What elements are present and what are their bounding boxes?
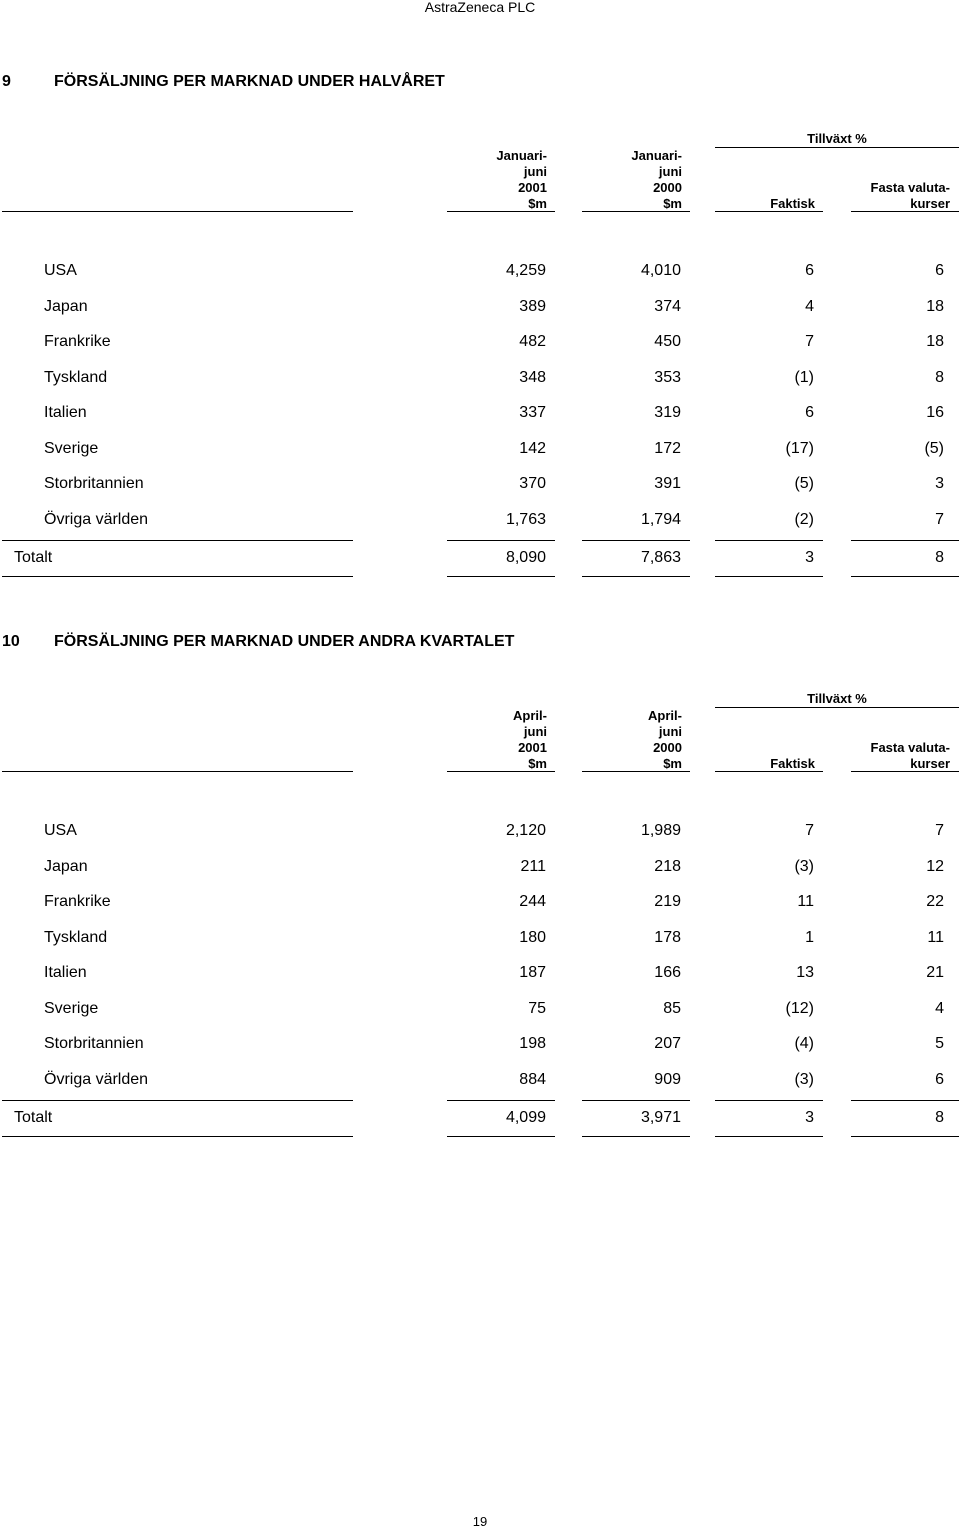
total-current: 4,099 [505, 1109, 546, 1126]
market-name: Italien [44, 404, 87, 421]
growth-constant: (5) [924, 440, 944, 457]
market-name: Frankrike [44, 333, 111, 350]
growth-actual: (2) [794, 511, 814, 528]
growth-constant: 12 [926, 858, 944, 875]
value-previous: 319 [654, 404, 681, 421]
growth-constant: 18 [926, 298, 944, 315]
value-current: 370 [519, 475, 546, 492]
growth-rule [715, 707, 959, 708]
market-name: Frankrike [44, 893, 111, 910]
market-name: Storbritannien [44, 1035, 144, 1052]
column-header-actual: Faktisk [770, 196, 815, 211]
value-previous: 1,794 [640, 511, 681, 528]
value-previous: 374 [654, 298, 681, 315]
growth-constant: 8 [935, 369, 944, 386]
subtotal-rule [582, 540, 690, 541]
total-rule [2, 576, 353, 577]
subtotal-rule [851, 1100, 959, 1101]
value-previous: 1,989 [640, 822, 681, 839]
growth-actual: 13 [796, 964, 814, 981]
value-previous: 391 [654, 475, 681, 492]
growth-actual: 1 [805, 929, 814, 946]
market-name: Japan [44, 858, 88, 875]
value-current: 4,259 [505, 262, 546, 279]
column-header-previous: April- juni 2000 $m [648, 708, 682, 771]
growth-actual: 7 [805, 822, 814, 839]
growth-constant: 7 [935, 511, 944, 528]
value-current: 884 [519, 1071, 546, 1088]
value-previous: 4,010 [640, 262, 681, 279]
value-current: 2,120 [505, 822, 546, 839]
growth-constant: 18 [926, 333, 944, 350]
growth-header: Tillväxt % [807, 131, 867, 146]
growth-constant: 3 [935, 475, 944, 492]
column-header-constant: Fasta valuta- kurser [870, 740, 950, 771]
market-name: Italien [44, 964, 87, 981]
total-rule [715, 576, 823, 577]
column-header-constant: Fasta valuta- kurser [870, 180, 950, 211]
value-current: 75 [528, 1000, 546, 1017]
market-name: Övriga världen [44, 1071, 149, 1088]
section-number: 10 [2, 633, 20, 650]
total-rule [851, 1136, 959, 1137]
value-previous: 207 [654, 1035, 681, 1052]
market-name: Tyskland [44, 369, 108, 386]
header-rule [2, 771, 353, 772]
subtotal-rule [715, 1100, 823, 1101]
value-previous: 85 [663, 1000, 681, 1017]
value-previous: 172 [654, 440, 681, 457]
market-name: USA [44, 262, 77, 279]
growth-constant: 6 [935, 262, 944, 279]
value-previous: 353 [654, 369, 681, 386]
growth-actual: (4) [794, 1035, 814, 1052]
growth-constant: 16 [926, 404, 944, 421]
value-previous: 218 [654, 858, 681, 875]
value-previous: 178 [654, 929, 681, 946]
growth-actual: 6 [805, 262, 814, 279]
value-current: 198 [519, 1035, 546, 1052]
header-rule [447, 211, 555, 212]
value-current: 142 [519, 440, 546, 457]
value-current: 482 [519, 333, 546, 350]
section-heading: FÖRSÄLJNING PER MARKNAD UNDER HALVÅRET [54, 73, 445, 90]
growth-actual: (12) [785, 1000, 814, 1017]
total-rule [447, 576, 555, 577]
total-previous: 7,863 [640, 549, 681, 566]
growth-actual: (1) [794, 369, 814, 386]
subtotal-rule [2, 1100, 353, 1101]
total-previous: 3,971 [640, 1109, 681, 1126]
market-name: Sverige [44, 1000, 99, 1017]
growth-constant: 11 [927, 929, 944, 946]
value-previous: 166 [654, 964, 681, 981]
subtotal-rule [447, 1100, 555, 1101]
market-name: Tyskland [44, 929, 108, 946]
total-constant: 8 [935, 1109, 944, 1126]
subtotal-rule [715, 540, 823, 541]
total-rule [715, 1136, 823, 1137]
page-number: 19 [472, 1514, 488, 1529]
total-label: Totalt [14, 549, 53, 566]
section-number: 9 [2, 73, 11, 90]
growth-header: Tillväxt % [807, 691, 867, 706]
value-current: 211 [520, 858, 546, 875]
page-header: AstraZeneca PLC [424, 0, 536, 15]
subtotal-rule [2, 540, 353, 541]
growth-actual: 4 [805, 298, 814, 315]
total-rule [2, 1136, 353, 1137]
total-actual: 3 [805, 1109, 814, 1126]
growth-actual: (17) [785, 440, 814, 457]
total-current: 8,090 [505, 549, 546, 566]
market-name: Storbritannien [44, 475, 144, 492]
market-name: Sverige [44, 440, 99, 457]
market-name: USA [44, 822, 77, 839]
value-previous: 219 [654, 893, 681, 910]
value-current: 337 [519, 404, 546, 421]
header-rule [715, 211, 823, 212]
header-rule [582, 771, 690, 772]
value-current: 187 [519, 964, 546, 981]
header-rule [851, 771, 959, 772]
value-current: 389 [519, 298, 546, 315]
total-constant: 8 [935, 549, 944, 566]
growth-actual: (3) [794, 1071, 814, 1088]
header-rule [2, 211, 353, 212]
section-heading: FÖRSÄLJNING PER MARKNAD UNDER ANDRA KVARTALET [54, 633, 515, 650]
total-rule [447, 1136, 555, 1137]
growth-constant: 4 [935, 1000, 944, 1017]
total-label: Totalt [14, 1109, 53, 1126]
growth-constant: 6 [935, 1071, 944, 1088]
total-actual: 3 [805, 549, 814, 566]
growth-actual: (5) [794, 475, 814, 492]
growth-constant: 21 [926, 964, 944, 981]
market-name: Övriga världen [44, 511, 149, 528]
header-rule [447, 771, 555, 772]
header-rule [715, 771, 823, 772]
growth-actual: 11 [797, 893, 814, 910]
growth-actual: 7 [805, 333, 814, 350]
growth-constant: 7 [935, 822, 944, 839]
column-header-actual: Faktisk [770, 756, 815, 771]
growth-constant: 22 [926, 893, 944, 910]
column-header-previous: Januari- juni 2000 $m [631, 148, 682, 211]
market-name: Japan [44, 298, 88, 315]
column-header-current: Januari- juni 2001 $m [496, 148, 547, 211]
value-previous: 450 [654, 333, 681, 350]
value-current: 180 [519, 929, 546, 946]
header-rule [582, 211, 690, 212]
subtotal-rule [851, 540, 959, 541]
header-rule [851, 211, 959, 212]
value-current: 348 [519, 369, 546, 386]
growth-actual: (3) [794, 858, 814, 875]
growth-constant: 5 [935, 1035, 944, 1052]
growth-rule [715, 147, 959, 148]
growth-actual: 6 [805, 404, 814, 421]
total-rule [582, 576, 690, 577]
value-current: 1,763 [505, 511, 546, 528]
total-rule [582, 1136, 690, 1137]
subtotal-rule [582, 1100, 690, 1101]
value-previous: 909 [654, 1071, 681, 1088]
total-rule [851, 576, 959, 577]
subtotal-rule [447, 540, 555, 541]
column-header-current: April- juni 2001 $m [513, 708, 547, 771]
value-current: 244 [519, 893, 546, 910]
